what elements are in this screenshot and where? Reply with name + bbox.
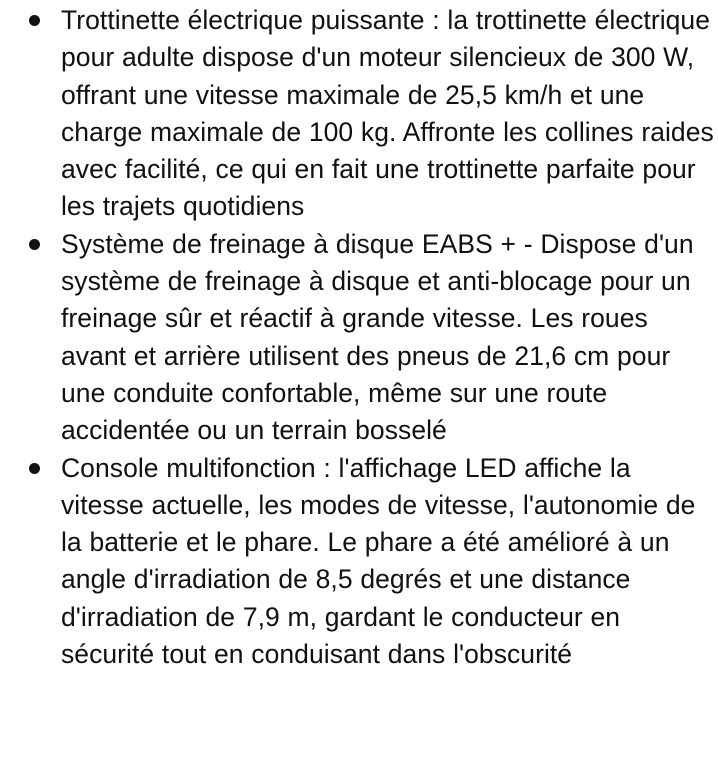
feature-text: Système de freinage à disque EABS + - Dispose d'un système de freinage à disque et anti-blocage pour un freinage sûr et réactif à grande vitesse. Les roues avant et arrière utilisent des pneus de 21,6 cm pour une conduite confortable, même sur une route accidentée ou un terrain bosselé xyxy=(61,228,694,446)
bullet-dot-icon xyxy=(29,15,40,26)
feature-item xyxy=(0,2,718,226)
feature-item xyxy=(0,226,718,450)
product-description xyxy=(0,2,718,770)
feature-text: Trottinette électrique puissante : la trottinette électrique pour adulte dispose d'un moteur silencieux de 300 W, offrant une vitesse maximale de 25,5 km/h et une charge maximale de 100 kg. Affronte les collines raides avec facilité, ce qui en fait une trottinette parfaite pour les trajets quotidiens xyxy=(61,5,714,222)
bullet-dot-icon xyxy=(29,463,40,474)
feature-text: Console multifonction : l'affichage LED affiche la vitesse actuelle, les modes de vitesse, l'autonomie de la batterie et le phare. Le phare a été amélioré à un angle d'irradiation de 8,5 degrés et une distance d'irradiation de 7,9 m, gardant le conducteur en sécurité tout en conduisant dans l'obscurité xyxy=(61,452,696,670)
bullet-dot-icon xyxy=(29,239,40,250)
feature-item xyxy=(0,450,718,674)
feature-list xyxy=(0,2,718,673)
